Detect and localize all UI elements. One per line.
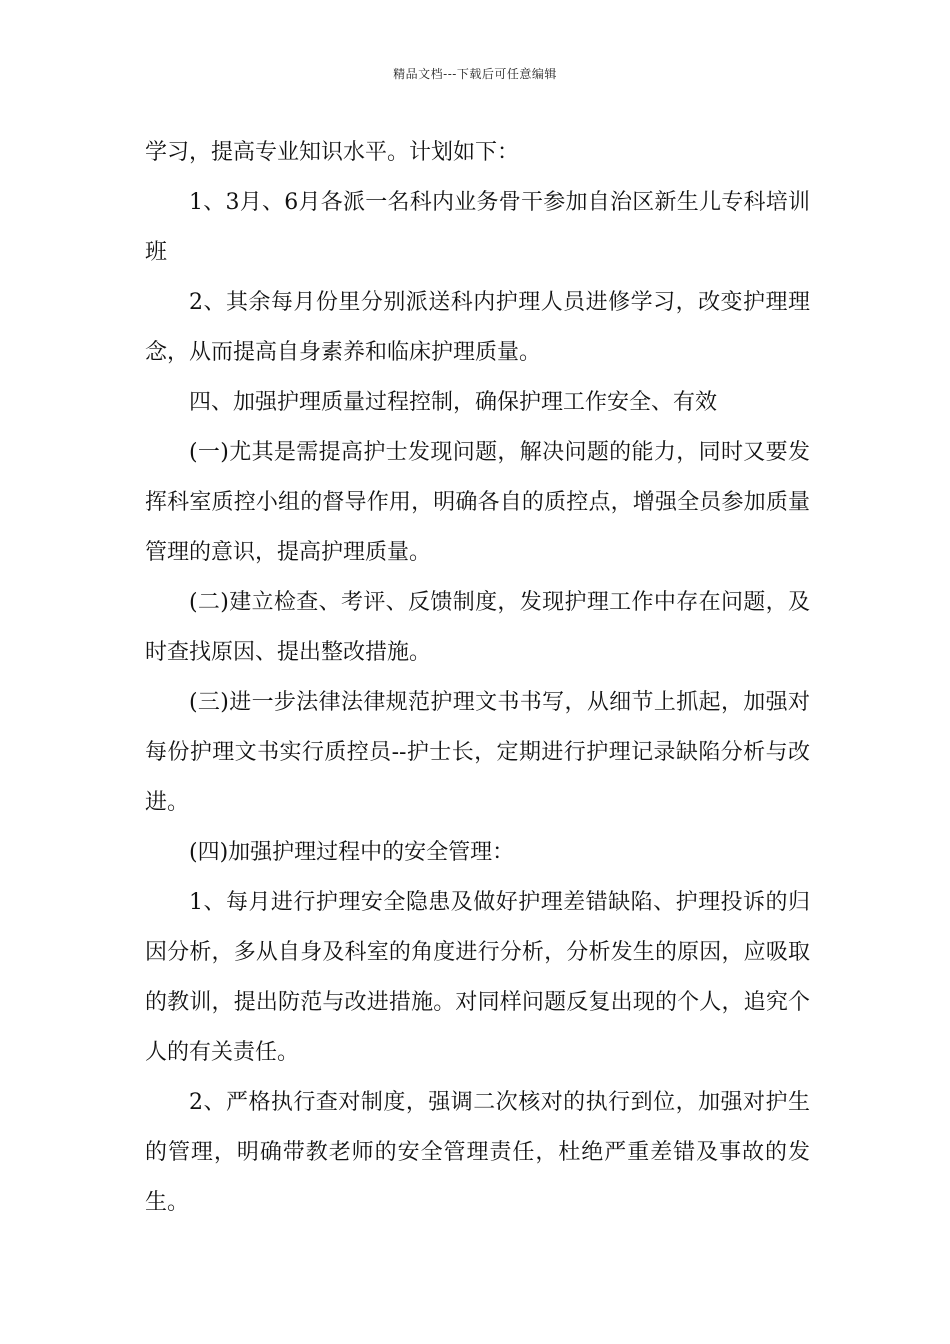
document-body — [145, 128, 810, 1228]
paragraph-training-class: 1、3月、6月各派一名科内业务骨干参加自治区新生儿专科培训班 — [145, 190, 810, 265]
paragraph-item-2: (二)建立检查、考评、反馈制度，发现护理工作中存在问题，及时查找原因、提出整改措施。 — [145, 590, 810, 665]
paragraph-check-system: 2、严格执行查对制度，强调二次核对的执行到位，加强对护生的管理，明确带教老师的安全管理责任，杜绝严重差错及事故的发生。 — [145, 1090, 810, 1215]
paragraph-safety-analysis: 1、每月进行护理安全隐患及做好护理差错缺陷、护理投诉的归因分析，多从自身及科室的角度进行分析，分析发生的原因，应吸取的教训，提出防范与改进措施。对同样问题反复出现的个人，追究个人的有关责任。 — [145, 890, 810, 1065]
paragraph-item-4-heading: (四)加强护理过程中的安全管理： — [189, 840, 515, 865]
section-heading-quality-control: 四、加强护理质量过程控制，确保护理工作安全、有效 — [189, 390, 718, 415]
paragraph-item-3: (三)进一步法律法律规范护理文书书写，从细节上抓起，加强对每份护理文书实行质控员--护士长，定期进行护理记录缺陷分析与改进。 — [145, 690, 810, 815]
paragraph-monthly-study: 2、其余每月份里分别派送科内护理人员进修学习，改变护理理念，从而提高自身素养和临床护理质量。 — [145, 290, 810, 365]
paragraph-item-1: (一)尤其是需提高护士发现问题，解决问题的能力，同时又要发挥科室质控小组的督导作用，明确各自的质控点，增强全员参加质量管理的意识，提高护理质量。 — [145, 440, 810, 565]
page-header: 精品文档---下载后可任意编辑 — [393, 67, 557, 81]
paragraph-continuation: 学习，提高专业知识水平。计划如下： — [145, 140, 520, 165]
